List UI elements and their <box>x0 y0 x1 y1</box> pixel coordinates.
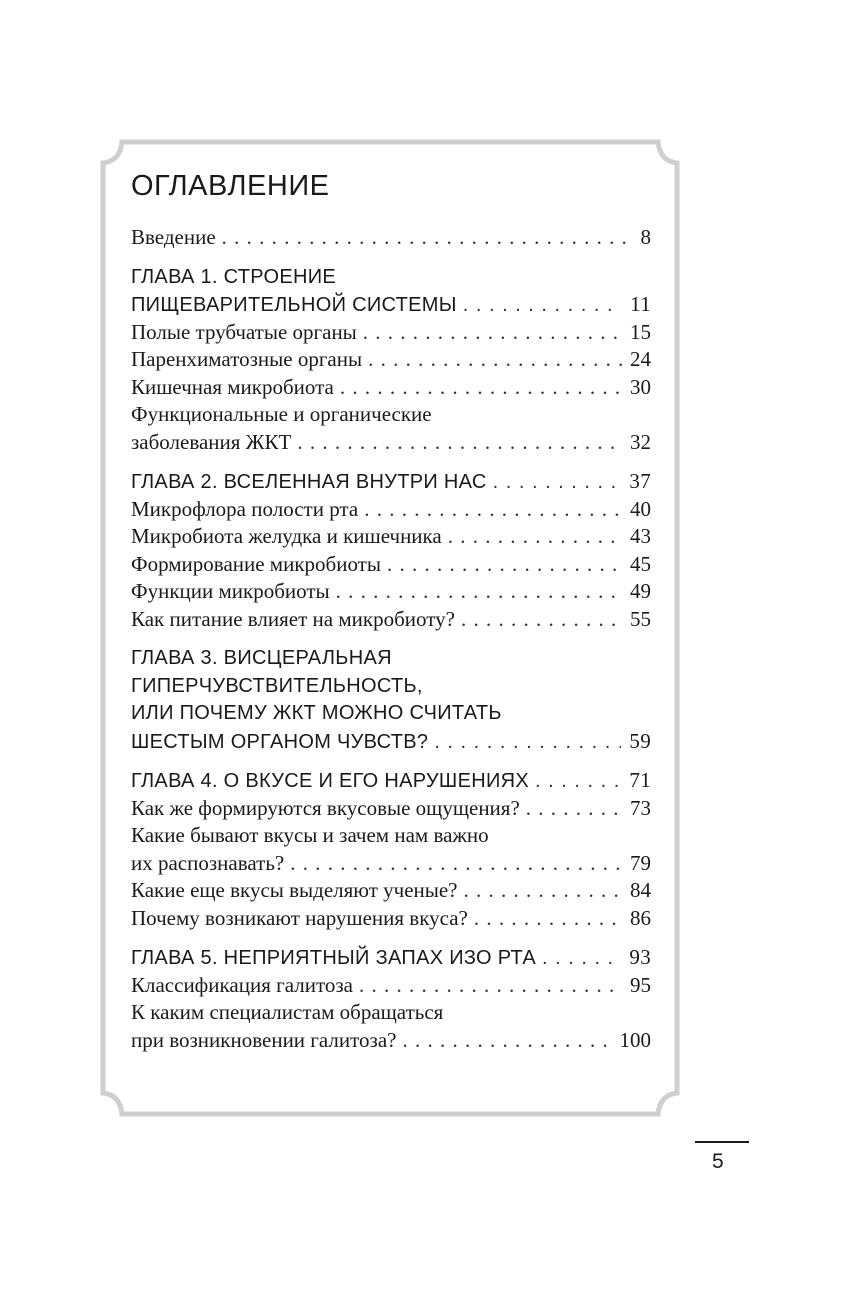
chapter-heading[interactable] <box>131 944 651 972</box>
toc-entry[interactable] <box>131 905 651 933</box>
entry-page: 73 <box>630 795 651 820</box>
entry-page: 43 <box>630 524 651 548</box>
dot-leader <box>368 346 622 374</box>
toc-entry[interactable] <box>131 795 651 823</box>
toc-entry[interactable] <box>131 877 651 905</box>
entry-page: 59 <box>629 728 651 753</box>
toc-entry[interactable] <box>131 374 651 402</box>
entry-title: ГИПЕРЧУВСТВИТЕЛЬНОСТЬ, <box>131 674 423 697</box>
chapter-heading[interactable] <box>131 728 651 756</box>
chapter-heading[interactable] <box>131 645 651 673</box>
chapter-heading[interactable] <box>131 767 651 795</box>
entry-page: 45 <box>630 551 651 576</box>
entry-title: их распознавать? <box>131 850 285 875</box>
entry-title: ГЛАВА 1. СТРОЕНИЕ <box>131 265 337 288</box>
entry-title: Как питание влияет на микробиоту? <box>131 606 455 631</box>
table-of-contents <box>131 160 651 1054</box>
dot-leader <box>493 469 622 497</box>
entry-page: 79 <box>630 850 651 875</box>
entry-page: 8 <box>640 225 651 249</box>
toc-entry[interactable] <box>131 319 651 347</box>
entry-title: Почему возникают нарушения вкуса? <box>131 905 468 930</box>
entry-page: 24 <box>630 347 651 371</box>
toc-entry[interactable] <box>131 523 651 551</box>
toc-entry[interactable] <box>131 850 651 878</box>
toc-entry[interactable] <box>131 822 651 850</box>
dot-leader <box>463 292 622 320</box>
dot-leader <box>526 795 622 823</box>
entry-title: Паренхиматозные органы <box>131 347 363 371</box>
dot-leader <box>290 850 622 878</box>
entry-page: 55 <box>630 606 651 631</box>
toc-entry[interactable] <box>131 496 651 524</box>
dot-leader <box>363 319 622 347</box>
dot-leader <box>340 374 622 402</box>
page-number: 5 <box>712 1150 724 1173</box>
dot-leader <box>297 429 622 457</box>
entry-title: ГЛАВА 3. ВИСЦЕРАЛЬНАЯ <box>131 647 392 669</box>
entry-title: Микрофлора полости рта <box>131 496 359 521</box>
dot-leader <box>387 551 622 579</box>
toc-entry[interactable] <box>131 401 651 429</box>
entry-title: К каким специалистам обращаться <box>131 1000 444 1024</box>
toc-entry[interactable] <box>131 1027 651 1055</box>
entry-page: 49 <box>630 579 651 603</box>
dot-leader <box>535 768 621 796</box>
dot-leader <box>461 606 622 634</box>
chapter-heading[interactable] <box>131 264 651 292</box>
entry-page: 40 <box>630 496 651 521</box>
dot-leader <box>222 224 633 252</box>
entry-title: Как же формируются вкусовые ощущения? <box>131 795 520 820</box>
chapter-heading[interactable] <box>131 291 651 319</box>
entry-page: 30 <box>630 374 651 399</box>
entry-page: 37 <box>629 469 651 493</box>
toc-entry[interactable] <box>131 346 651 374</box>
entry-title: ГЛАВА 2. ВСЕЛЕННАЯ ВНУТРИ НАС <box>131 471 487 493</box>
entry-title: ГЛАВА 5. НЕПРИЯТНЫЙ ЗАПАХ ИЗО РТА <box>131 947 536 969</box>
chapter-heading[interactable] <box>131 468 651 496</box>
toc-entry[interactable] <box>131 551 651 579</box>
dot-leader <box>434 729 621 757</box>
page-number-rule <box>695 1141 749 1143</box>
toc-entry[interactable] <box>131 429 651 457</box>
entry-page: 93 <box>629 945 651 969</box>
entry-page: 71 <box>629 768 651 792</box>
entry-title: Формирование микробиоты <box>131 551 381 576</box>
dot-leader <box>542 945 621 973</box>
entry-title: Микробиота желудка и кишечника <box>131 524 442 548</box>
entry-page: 15 <box>630 319 651 344</box>
dot-leader <box>448 523 622 551</box>
entry-page: 100 <box>619 1027 651 1052</box>
entry-title: ИЛИ ПОЧЕМУ ЖКТ МОЖНО СЧИТАТЬ <box>131 702 502 724</box>
entry-title: Какие еще вкусы выделяют ученые? <box>131 878 458 902</box>
entry-title: ШЕСТЫМ ОРГАНОМ ЧУВСТВ? <box>131 730 429 753</box>
toc-title: ОГЛАВЛЕНИЕ <box>131 170 330 202</box>
entry-page: 84 <box>630 878 651 902</box>
toc-entry[interactable] <box>131 972 651 1000</box>
dot-leader <box>359 972 622 1000</box>
entry-title: Введение <box>131 225 216 249</box>
entry-title: при возникновении галитоза? <box>131 1027 397 1052</box>
entry-title: заболевания ЖКТ <box>131 429 292 454</box>
entry-title: ГЛАВА 4. О ВКУСЕ И ЕГО НАРУШЕНИЯХ <box>131 770 530 792</box>
entry-page: 32 <box>630 429 651 454</box>
dot-leader <box>474 905 622 933</box>
entry-title: ПИЩЕВАРИТЕЛЬНОЙ СИСТЕМЫ <box>131 294 457 316</box>
chapter-heading[interactable] <box>131 700 651 728</box>
entry-page: 11 <box>630 292 651 316</box>
dot-leader <box>336 578 622 606</box>
toc-entry[interactable] <box>131 578 651 606</box>
entry-title: Кишечная микробиота <box>131 374 334 399</box>
entry-page: 95 <box>630 972 651 997</box>
entry-title: Какие бывают вкусы и зачем нам важно <box>131 823 489 847</box>
toc-entry[interactable] <box>131 999 651 1027</box>
dot-leader <box>364 496 622 524</box>
chapter-heading[interactable] <box>131 673 651 701</box>
toc-entry[interactable] <box>131 606 651 634</box>
dot-leader <box>402 1027 611 1055</box>
entry-title: Функции микробиоты <box>131 579 330 603</box>
entry-page: 86 <box>630 905 651 930</box>
entry-title: Функциональные и органические <box>131 402 432 426</box>
entry-title: Полые трубчатые органы <box>131 319 357 344</box>
dot-leader <box>464 877 622 905</box>
toc-entry[interactable] <box>131 224 651 252</box>
entry-title: Классификация галитоза <box>131 972 353 997</box>
